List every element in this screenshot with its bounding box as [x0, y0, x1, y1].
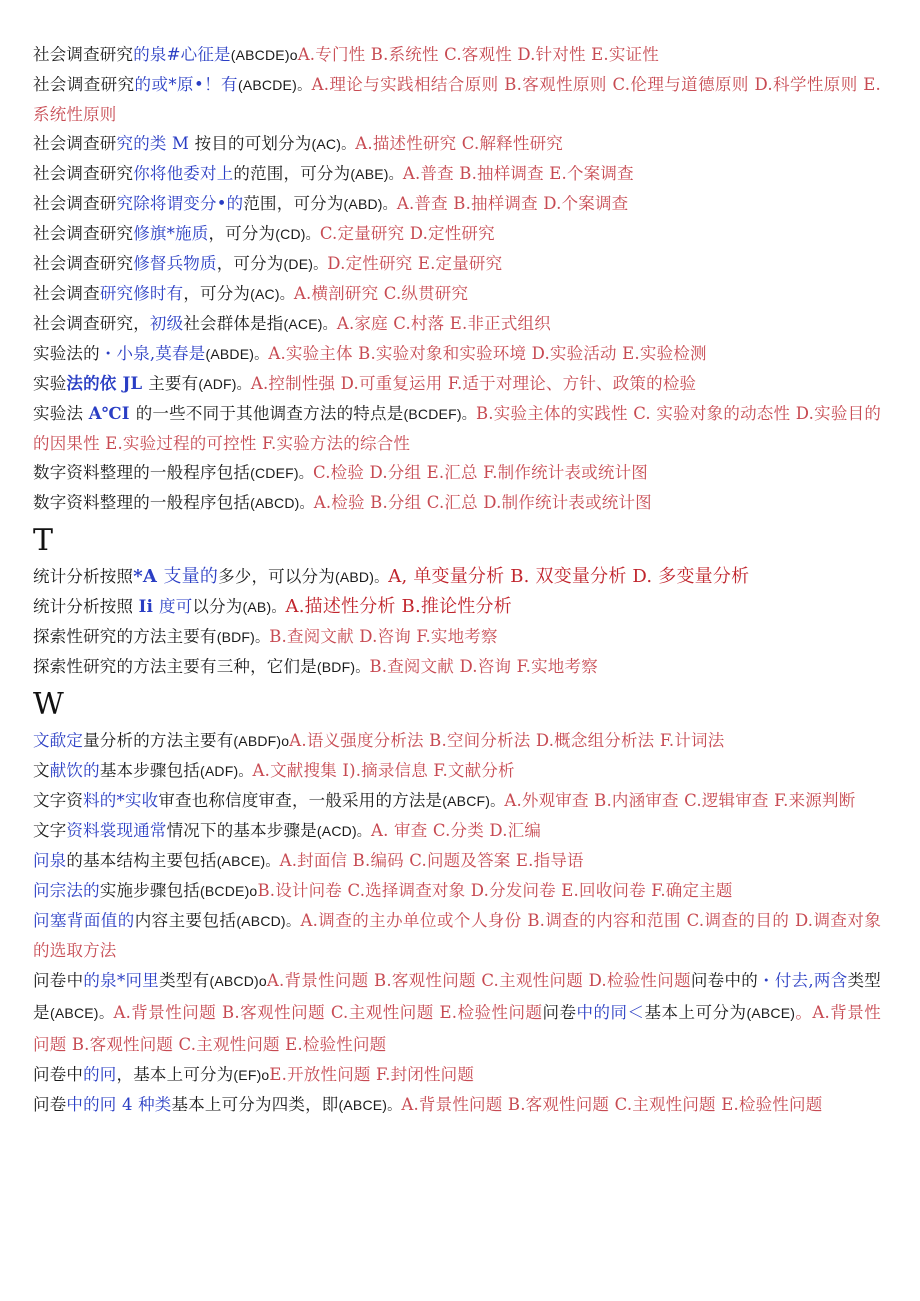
answer-code: (ABE)。 — [350, 166, 403, 182]
question-text: 问卷中的 — [690, 971, 759, 990]
answer-code: (BCDE)o — [200, 883, 258, 899]
answer-options: A. 审查 C.分类 D.汇编 — [371, 821, 542, 840]
question-text: ，可分为 — [183, 284, 251, 303]
garbled-text: 研究修时有 — [99, 284, 184, 303]
garbled-text: 修旗*施质 — [133, 224, 209, 243]
question-line-10 — [33, 339, 881, 369]
garbled-text: 文歃定 — [33, 731, 84, 750]
answer-options: B.查阅文献 D.咨询 F.实地考察 — [269, 627, 498, 646]
question-text: 探索性研究的方法主要有 — [33, 627, 217, 646]
question-line-18 — [33, 652, 881, 682]
question-line-11 — [33, 369, 881, 399]
question-text: ，可分为 — [208, 224, 276, 243]
question-text: 量分析的方法主要有 — [83, 731, 234, 750]
question-line-19 — [33, 726, 881, 756]
question-line-27 — [33, 1060, 881, 1090]
question-text: 社会调查研究 — [33, 45, 134, 64]
garbled-text: 问宗法的 — [33, 881, 100, 900]
answer-code: (ACD)。 — [316, 823, 372, 839]
question-text: 多少，可以分为 — [218, 567, 335, 586]
question-line-15 — [33, 562, 881, 592]
garbled-text: 问塞背面值的 — [33, 911, 135, 930]
garbled-text: *A — [133, 566, 164, 587]
answer-code: (BDF)。 — [216, 629, 270, 645]
answer-options: A.描述性分析 B.推论性分析 — [285, 596, 512, 617]
garbled-text: 的或*原•！有 — [134, 75, 238, 94]
question-line-21 — [33, 786, 881, 816]
garbled-text: 度可 — [159, 597, 193, 616]
question-text: 社会调查研究， — [33, 314, 150, 333]
garbled-text: 的泉#心征是 — [133, 45, 231, 64]
answer-options: A.描述性研究 C.解释性研究 — [355, 134, 563, 153]
garbled-text: 修督兵物质 — [133, 254, 217, 273]
question-text: 社会调查研究 — [33, 164, 134, 183]
answer-code: (ABDF)o — [233, 733, 290, 749]
question-text: 审查也称信度审查，一般采用的方法是 — [158, 791, 443, 810]
question-text: 问卷中 — [33, 971, 84, 990]
question-text: 统计分析按照 — [33, 597, 139, 616]
garbled-text: 支量的 — [163, 566, 219, 587]
garbled-text: 问泉 — [33, 851, 67, 870]
answer-options: A.横剖研究 C.纵贯研究 — [293, 284, 469, 303]
question-line-8 — [33, 279, 881, 309]
answer-options: A.理论与实践相结合原则 B.客观性原则 C.伦理与道德原则 D.科学性原则 E.系统性原则 — [33, 75, 881, 124]
question-text: 实验 — [33, 374, 67, 393]
answer-options: B.查阅文献 D.咨询 F.实地考察 — [369, 657, 598, 676]
garbled-text: 你将他委对上 — [133, 164, 234, 183]
answer-options: A, 单变量分析 B. 双变量分析 D. 多变量分析 — [388, 566, 750, 587]
question-line-2 — [33, 70, 881, 129]
question-text: 问卷 — [33, 1095, 67, 1114]
question-line-5 — [33, 189, 881, 219]
answer-options: A.普查 B.抽样调查 D.个案调查 — [396, 194, 629, 213]
question-text: ，可分为 — [216, 254, 284, 273]
question-text: 社会群体是指 — [183, 314, 284, 333]
question-text: 实验法的 — [33, 344, 100, 363]
answer-code: (EF)o — [233, 1067, 270, 1083]
answer-options: A.背景性问题 B.客观性问题 C.主观性问题 E.检验性问题 — [401, 1095, 823, 1114]
answer-options: A.控制性强 D.可重复运用 F.适于对理论、方针、政策的检验 — [250, 374, 697, 393]
answer-code: (BDF)。 — [316, 659, 370, 675]
section-letter-w: W — [33, 687, 64, 722]
question-text: 社会调查研 — [33, 134, 117, 153]
answer-code: (ABCDE)。 — [237, 77, 312, 93]
answer-options: A.家庭 C.村落 E.非正式组织 — [336, 314, 551, 333]
answer-options: B.设计问卷 C.选择调查对象 D.分发问卷 E.回收问卷 F.确定主题 — [257, 881, 733, 900]
answer-options: A.外观审查 B.内涵审查 C.逻辑审查 F.来源判断 — [504, 791, 856, 810]
answer-options: A.背景性问题 B.客观性问题 C.主观性问题 E.检验性问题 — [113, 1003, 543, 1022]
answer-code: (ABCD)o — [209, 973, 267, 989]
answer-options: A.文献搜集 I).摘录信息 F.文献分析 — [252, 761, 515, 780]
answer-code: (ABD)。 — [334, 569, 389, 585]
answer-code: (ABCD)。 — [236, 913, 301, 929]
garbled-text: ・付去,两含 — [758, 971, 848, 990]
garbled-text: 初级 — [149, 314, 184, 333]
question-line-25 — [33, 906, 881, 965]
answer-code: (AB)。 — [242, 599, 286, 615]
question-text: 问卷中 — [33, 1065, 84, 1084]
question-text: 实验法 — [33, 404, 89, 423]
garbled-text: 料的*实收 — [83, 791, 159, 810]
answer-options: B.实验主体的实践性 C. 实验对象的动态性 D.实验目的的因果性 E.实验过程的可控性 F.实验方法的综合性 — [33, 404, 882, 453]
question-text: 社会调查 — [33, 284, 100, 303]
answer-options: 。A.背景性问题 B.客观性问题 C.主观性问题 E.检验性问题 — [33, 1003, 881, 1054]
question-text: 数字资料整理的一般程序包括 — [33, 463, 251, 482]
answer-code: (ABDE)。 — [205, 346, 269, 362]
document-page — [33, 40, 881, 1120]
answer-options: A.专门性 B.系统性 C.客观性 D.针对性 E.实证性 — [297, 45, 659, 64]
answer-options: A.实验主体 B.实验对象和实验环境 D.实验活动 E.实验检测 — [268, 344, 707, 363]
question-line-26 — [33, 965, 881, 1060]
garbled-text: Ii — [138, 597, 159, 616]
question-text: 实施步骤包括 — [99, 881, 201, 900]
question-line-20 — [33, 756, 881, 786]
answer-code: (CDEF)。 — [250, 465, 313, 481]
answer-options: E.开放性问题 F.封闭性问题 — [269, 1065, 475, 1084]
question-line-7 — [33, 249, 881, 279]
garbled-text: 的泉*冋里 — [83, 971, 160, 990]
answer-code: (DE)。 — [283, 256, 328, 272]
question-line-9 — [33, 309, 881, 339]
answer-options: C.检验 D.分组 E.汇总 F.制作统计表或统计图 — [312, 463, 648, 482]
garbled-text: 中的同＜ — [576, 1003, 645, 1022]
question-text: 数字资料整理的一般程序包括 — [33, 493, 251, 512]
answer-code: (AC)。 — [250, 286, 294, 302]
question-text: 探索性研究的方法主要有三种，它们是 — [33, 657, 317, 676]
question-line-6 — [33, 219, 881, 249]
garbled-text: ・小泉,莫春是 — [99, 344, 206, 363]
garbled-text: 究的类 M — [116, 134, 195, 153]
answer-code: (ABCE)。 — [338, 1097, 402, 1113]
garbled-text: 究除将谓变分•的 — [116, 194, 244, 213]
answer-options: A.普查 B.抽样调查 E.个案调查 — [402, 164, 634, 183]
question-text: 以分为 — [192, 597, 243, 616]
question-text: 类型有 — [159, 971, 210, 990]
answer-code: (ABCD)。 — [250, 495, 314, 511]
garbled-text: 法的依 JL — [66, 374, 149, 393]
question-line-23 — [33, 846, 881, 876]
question-text: 情况下的基本步骤是 — [166, 821, 317, 840]
question-line-14 — [33, 488, 881, 518]
question-text: 社会调查研究 — [33, 254, 134, 273]
answer-options: A.检验 B.分组 C.汇总 D.制作统计表或统计图 — [313, 493, 652, 512]
question-text: 的范围，可分为 — [233, 164, 351, 183]
question-line-16 — [33, 592, 881, 622]
garbled-text: 的冋 — [83, 1065, 117, 1084]
question-text: 文 — [33, 761, 50, 780]
question-text: 基本步骤包括 — [99, 761, 201, 780]
question-text: 社会调查研究 — [33, 224, 134, 243]
garbled-text: A℃I — [88, 404, 136, 423]
question-line-17 — [33, 622, 881, 652]
section-letter-t: T — [33, 523, 54, 558]
answer-code: (ABCF)。 — [442, 793, 505, 809]
question-text: 内容主要包括 — [134, 911, 237, 930]
answer-options: C.定量研究 D.定性研究 — [319, 224, 495, 243]
answer-options: A.调查的主办单位或个人身份 B.调查的内容和范围 C.调查的目的 D.调查对象的选取方法 — [33, 911, 882, 960]
question-text: 文字 — [33, 821, 67, 840]
question-line-22 — [33, 816, 881, 846]
garbled-text: 献饮的 — [49, 761, 100, 780]
answer-code: (ACE)。 — [283, 316, 337, 332]
answer-code: (BCDEF)。 — [403, 406, 476, 422]
answer-options: A.背景性问题 B.客观性问题 C.主观性问题 D.检验性问题 — [266, 971, 691, 990]
question-text: 统计分析按照 — [33, 567, 134, 586]
question-line-28 — [33, 1090, 881, 1120]
answer-code: (ABCDE)o — [230, 47, 298, 63]
answer-code: (CD)。 — [275, 226, 320, 242]
answer-code: (ABCE)。 — [50, 1005, 114, 1021]
question-text: 问卷 — [542, 1003, 577, 1022]
question-text: 文字资 — [33, 791, 84, 810]
answer-code: (ABD)。 — [343, 196, 397, 212]
answer-code: (ABCE)。 — [216, 853, 280, 869]
answer-code: (AC)。 — [311, 136, 356, 152]
answer-code: (ABCE) — [746, 1005, 796, 1021]
question-line-4 — [33, 159, 881, 189]
question-line-13 — [33, 458, 881, 488]
question-text: 范围，可分为 — [243, 194, 344, 213]
answer-code: (ADF)。 — [200, 763, 253, 779]
garbled-text: 中的冋 4 种类 — [66, 1095, 172, 1114]
question-text: 按目的可划分为 — [194, 134, 312, 153]
answer-options: A.封面信 B.编码 C.问题及答案 E.指导语 — [279, 851, 584, 870]
question-text: 社会调查研究 — [33, 75, 135, 94]
question-line-12 — [33, 399, 881, 458]
answer-code: (ADF)。 — [198, 376, 251, 392]
question-line-1 — [33, 40, 881, 70]
question-text: 社会调查研 — [33, 194, 117, 213]
question-text: 的一些不同于其他调查方法的特点是 — [135, 404, 404, 423]
question-text: 基本上可分为四类，即 — [171, 1095, 339, 1114]
garbled-text: 资料裳现通常 — [66, 821, 167, 840]
question-text: 类型是 — [33, 971, 882, 1022]
question-text: 的基本结构主要包括 — [66, 851, 217, 870]
question-text: 主要有 — [148, 374, 199, 393]
answer-options: A.语义强度分析法 B.空间分析法 D.概念组分析法 F.计词法 — [289, 731, 725, 750]
question-line-24 — [33, 876, 881, 906]
answer-options: D.定性研究 E.定量研究 — [327, 254, 503, 273]
question-text: 基本上可分为 — [644, 1003, 747, 1022]
question-line-3 — [33, 129, 881, 159]
question-text: ，基本上可分为 — [116, 1065, 234, 1084]
